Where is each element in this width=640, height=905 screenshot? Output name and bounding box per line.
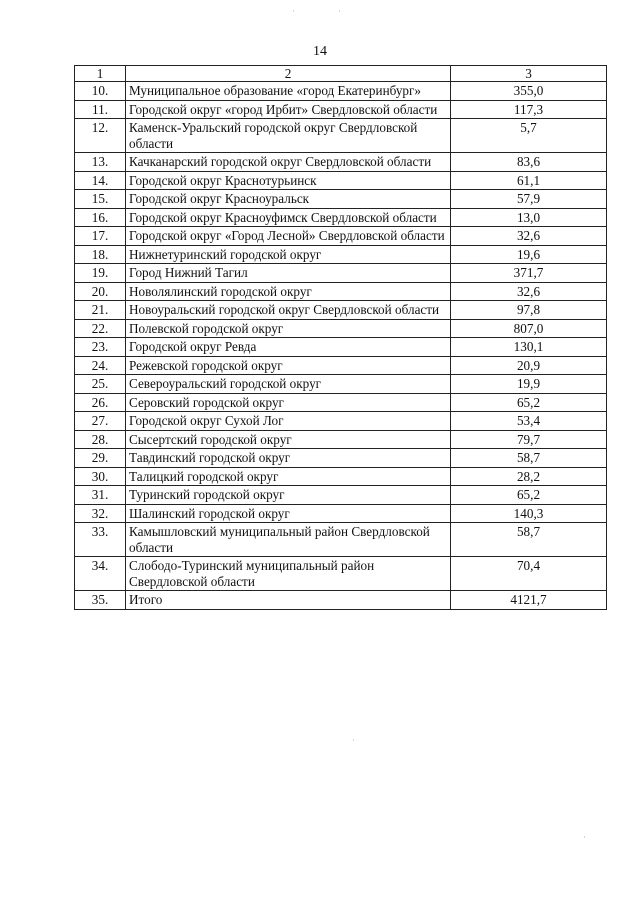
table-row [75, 153, 607, 172]
table-row [75, 375, 607, 394]
table-row [75, 282, 607, 301]
table-row [75, 338, 607, 357]
row-name: Сысертский городской округ [126, 430, 451, 449]
table-row [75, 523, 607, 557]
table-row [75, 430, 607, 449]
allocation-table [74, 65, 607, 610]
row-value: 117,3 [451, 100, 607, 119]
row-name: Серовский городской округ [126, 393, 451, 412]
row-name: Городской округ «город Ирбит» Свердловской области [126, 100, 451, 119]
row-value: 13,0 [451, 208, 607, 227]
row-name: Итого [126, 591, 451, 610]
row-value: 140,3 [451, 504, 607, 523]
row-name: Полевской городской округ [126, 319, 451, 338]
row-number: 29. [75, 449, 126, 468]
row-number: 24. [75, 356, 126, 375]
table-row [75, 557, 607, 591]
row-number: 18. [75, 245, 126, 264]
table-row [75, 100, 607, 119]
row-value: 355,0 [451, 82, 607, 101]
row-name: Качканарский городской округ Свердловской области [126, 153, 451, 172]
scan-speck: · [292, 6, 295, 16]
row-value: 5,7 [451, 119, 607, 153]
row-number: 27. [75, 412, 126, 431]
row-value: 65,2 [451, 393, 607, 412]
row-name: Новоуральский городской округ Свердловской области [126, 301, 451, 320]
row-name: Городской округ Красноуральск [126, 190, 451, 209]
row-value: 19,9 [451, 375, 607, 394]
row-value: 32,6 [451, 227, 607, 246]
row-name: Городской округ Сухой Лог [126, 412, 451, 431]
row-value: 4121,7 [451, 591, 607, 610]
row-number: 31. [75, 486, 126, 505]
table-row [75, 264, 607, 283]
row-number: 28. [75, 430, 126, 449]
table-row [75, 82, 607, 101]
column-header-value: 3 [451, 66, 607, 82]
row-value: 97,8 [451, 301, 607, 320]
row-number: 21. [75, 301, 126, 320]
table-row [75, 449, 607, 468]
row-name: Городской округ Краснотурьинск [126, 171, 451, 190]
row-value: 20,9 [451, 356, 607, 375]
row-name: Городской округ Красноуфимск Свердловской области [126, 208, 451, 227]
column-header-name: 2 [126, 66, 451, 82]
row-name: Городской округ Ревда [126, 338, 451, 357]
table-row [75, 486, 607, 505]
table-row [75, 190, 607, 209]
row-number: 11. [75, 100, 126, 119]
table-row [75, 227, 607, 246]
table-row [75, 301, 607, 320]
row-number: 33. [75, 523, 126, 557]
row-number: 20. [75, 282, 126, 301]
row-name: Шалинский городской округ [126, 504, 451, 523]
row-number: 19. [75, 264, 126, 283]
row-value: 130,1 [451, 338, 607, 357]
row-name: Каменск-Уральский городской округ Свердловской области [126, 119, 451, 153]
row-value: 28,2 [451, 467, 607, 486]
row-number: 13. [75, 153, 126, 172]
row-number: 14. [75, 171, 126, 190]
table-row [75, 119, 607, 153]
row-number: 34. [75, 557, 126, 591]
table-row [75, 591, 607, 610]
row-number: 35. [75, 591, 126, 610]
table-header-row [75, 66, 607, 82]
row-value: 807,0 [451, 319, 607, 338]
scan-speck: · [338, 6, 341, 16]
row-name: Режевской городской округ [126, 356, 451, 375]
scan-speck: · [583, 832, 586, 842]
row-name: Нижнетуринский городской округ [126, 245, 451, 264]
table-row [75, 504, 607, 523]
table-row [75, 208, 607, 227]
row-number: 15. [75, 190, 126, 209]
row-number: 25. [75, 375, 126, 394]
table-row [75, 171, 607, 190]
row-number: 17. [75, 227, 126, 246]
row-name: Город Нижний Тагил [126, 264, 451, 283]
column-header-number: 1 [75, 66, 126, 82]
row-value: 58,7 [451, 449, 607, 468]
table-row [75, 467, 607, 486]
row-number: 22. [75, 319, 126, 338]
row-number: 32. [75, 504, 126, 523]
row-value: 53,4 [451, 412, 607, 431]
row-name: Тавдинский городской округ [126, 449, 451, 468]
row-value: 57,9 [451, 190, 607, 209]
row-name: Талицкий городской округ [126, 467, 451, 486]
scan-speck: · [352, 735, 355, 745]
row-number: 12. [75, 119, 126, 153]
row-name: Североуральский городской округ [126, 375, 451, 394]
row-value: 61,1 [451, 171, 607, 190]
row-number: 16. [75, 208, 126, 227]
table-row [75, 412, 607, 431]
row-value: 79,7 [451, 430, 607, 449]
row-value: 70,4 [451, 557, 607, 591]
row-number: 30. [75, 467, 126, 486]
row-name: Туринский городской округ [126, 486, 451, 505]
row-name: Новолялинский городской округ [126, 282, 451, 301]
row-name: Городской округ «Город Лесной» Свердловской области [126, 227, 451, 246]
table-row [75, 393, 607, 412]
table-row [75, 356, 607, 375]
row-name: Муниципальное образование «город Екатеринбург» [126, 82, 451, 101]
row-number: 23. [75, 338, 126, 357]
row-name: Камышловский муниципальный район Свердловской области [126, 523, 451, 557]
row-value: 371,7 [451, 264, 607, 283]
row-name: Слободо-Туринский муниципальный район Свердловской области [126, 557, 451, 591]
table-row [75, 245, 607, 264]
row-value: 19,6 [451, 245, 607, 264]
row-number: 26. [75, 393, 126, 412]
row-value: 58,7 [451, 523, 607, 557]
row-value: 32,6 [451, 282, 607, 301]
row-number: 10. [75, 82, 126, 101]
page-number: 14 [313, 44, 327, 59]
row-value: 83,6 [451, 153, 607, 172]
table-row [75, 319, 607, 338]
row-value: 65,2 [451, 486, 607, 505]
table-body [75, 66, 607, 610]
